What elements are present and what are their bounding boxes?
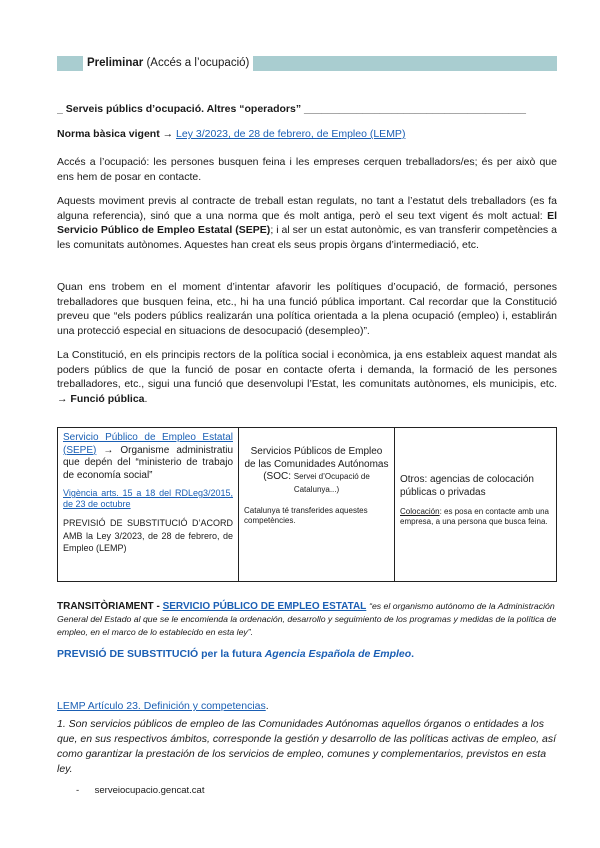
- colocacion-text: : es posa en contacte amb una empresa, a una persona que busca feina.: [400, 507, 549, 526]
- sepe-description: [63, 432, 233, 482]
- paragraph-moviments: [57, 194, 557, 252]
- vigencia-link[interactable]: Vigència arts. 15 a 18 del RDLeg3/2015, de 23 de octubre: [63, 488, 233, 509]
- sepe-definition-quote: “es el organismo autónomo de la Administración General del Estado al que se le encomienda la ordenación, desarrollo y seguimiento de los programas y medidas de la política de empleo, en el marco de lo establecido en esta ley”.: [57, 601, 557, 637]
- bullet-dash: -: [76, 785, 80, 796]
- page-title-bold: Preliminar: [87, 57, 144, 69]
- bullet-text: serveiocupacio.gencat.cat: [94, 785, 205, 796]
- sepe-text: → Organisme administratiu que depén del “ministerio de trabajo de economía social”: [63, 444, 234, 481]
- previsio-text: PREVISIÓ DE SUBSTITUCIÓ per la futura: [57, 648, 262, 660]
- sepe-link[interactable]: Servicio Público de Empleo Estatal (SEPE): [63, 432, 233, 456]
- ccaa-title: Servicios Públicos de Empleo de las Comunidades Autónomas: [244, 446, 389, 470]
- lemp-article-heading: [57, 700, 269, 712]
- norma-basica-line: [57, 128, 405, 140]
- section-title: _ Serveis públics d’ocupació. Altres “operadors” ______________________________________: [57, 103, 526, 115]
- previsio-substitucio-note: PREVISIÓ DE SUBSTITUCIÓ D’ACORD AMB la Ley 3/2023, de 28 de febrero, de Empleo (LEMP): [63, 518, 233, 553]
- paragraph-moviments-text-2: ; i al ser un estat autonòmic, es van transferir competències a les comunitats autònomes. Aquestes han creat els seus propis òrgans d’intermediació, etc.: [57, 224, 557, 251]
- previsio-end: .: [411, 648, 415, 660]
- sepe-transitori-link[interactable]: SERVICIO PÚBLICO DE EMPLEO ESTATAL: [162, 601, 367, 612]
- agencies-title: Otros: agencias de colocación públicas o privadas: [400, 474, 534, 498]
- ccaa-note: Catalunya té transferides aquestes competències.: [244, 506, 368, 525]
- previsio-agencia: [57, 648, 414, 660]
- table-cell-agencies: [395, 428, 557, 582]
- organisms-table: [57, 427, 557, 582]
- vigencia-note: [63, 488, 233, 510]
- article-text: 1. Son servicios públicos de empleo de las Comunidades Autónomas aquellos órganos o entidades a los que, en sus respectivos ámbitos, corresponde la gestión y desarrollo de las políticas activas de empleo, así como garantizar la prestación de los servicios de empleo, comunes y complementarios, previstos en esta ley.: [57, 718, 557, 775]
- paragraph-funcio-end: .: [144, 392, 148, 405]
- soc-open: (SOC:: [263, 471, 291, 482]
- transitoriament-paragraph: [57, 600, 557, 639]
- colocacion-note: [400, 507, 551, 527]
- paragraph-funcio-text: La Constitució, en els principis rectors de la política social i econòmica, ja ens estableix aquest mandat als poders públics de que la funció de posar en contacte oferta i demanda, la formació de les persones treballadores, etc., sigui una funció que desenvolupi l’Estat, les comunitats autònomes, els municipis, etc. →: [57, 349, 557, 405]
- page-title: [83, 56, 253, 71]
- transitoriament-label: TRANSITÒRIAMENT -: [57, 601, 160, 612]
- soc-name: Servei d’Ocupació de Catalunya...): [293, 472, 370, 494]
- norma-link[interactable]: Ley 3/2023, de 28 de febrero, de Empleo (LEMP): [176, 128, 406, 140]
- paragraph-funcio-publica: [57, 348, 557, 406]
- page-title-rest: (Accés a l’ocupació): [146, 57, 250, 69]
- lemp-article-end: .: [265, 700, 269, 712]
- table-cell-sepe: [58, 428, 239, 582]
- table-cell-ccaa: [239, 428, 395, 582]
- paragraph-moviments-text: Aquests moviment previs al contracte de treball estan regulats, no tant a l’estatut dels treballadors (es fa alguna referencia), sinó que a una norma que és molt antiga, però el seu text vigent és molt actual:: [57, 195, 557, 222]
- colocacion-label: Colocación: [400, 507, 440, 516]
- norma-label: Norma bàsica vigent →: [57, 128, 174, 140]
- list-item: [76, 785, 204, 796]
- funcio-publica-bold: Funció pública: [70, 392, 145, 405]
- lemp-article-link[interactable]: LEMP Artículo 23. Definición y competencias: [57, 700, 266, 712]
- lemp-article-text: [57, 717, 557, 777]
- soc-line: [244, 471, 389, 496]
- table-row: [58, 428, 557, 582]
- paragraph-constitucio: Quan ens trobem en el moment d’intentar afavorir les polítiques d’ocupació, de formació, persones treballadores que busquen feina, etc., hi ha una funció pública important. Cal recordar que la Constitució preveu que “els poders públics realizarán una política orientada a la plena ocupació (empleo) i, establirán una protecció especial en situacions de desocupació (desempleo)”.: [57, 281, 557, 337]
- sepe-bold-text: El Servicio Público de Empleo Estatal (SEPE): [57, 209, 557, 236]
- agencia-name: Agencia Española de Empleo: [264, 648, 412, 660]
- paragraph-acces: Accés a l’ocupació: les persones busquen feina i les empreses cerquen treballadors/es; és per això que ens hem de posar en contacte.: [57, 156, 557, 183]
